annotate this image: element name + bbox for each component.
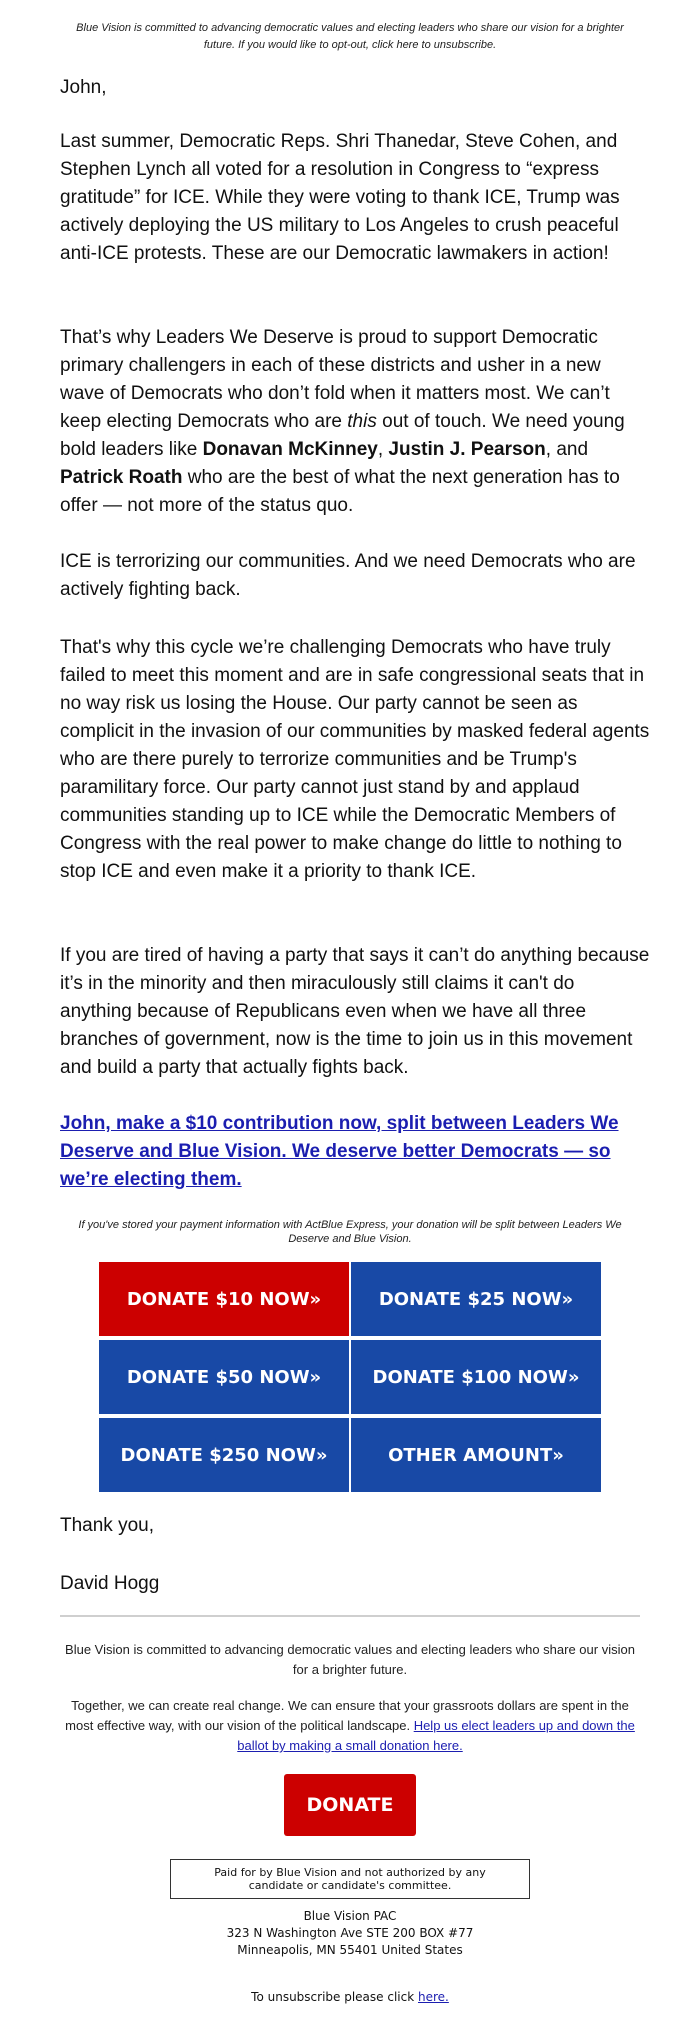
paragraph-4: That's why this cycle we’re challenging Democrats who have truly failed to meet this moment and are in safe congressional seats that in no way risk us losing the House. Our party cannot be seen as complicit in the invasion of our communities by masked federal agents who are there purely to terrorize communities and be Trump's paramilitary force. Our party cannot just stand by and applaud communities standing up to ICE while the Democratic Members of Congress with the real power to make change do little to nothing to stop ICE and even make it a priority to thank ICE. [60,637,650,882]
donate-100-button[interactable]: DONATE $100 NOW» [351,1340,601,1414]
footer-together [60,1696,640,1756]
preheader-text: Blue Vision is committed to advancing democratic values and electing leaders who share our vision for a brighter future. If you would like to opt-out, click here to unsubscribe. [76,22,624,51]
unsubscribe-text: To unsubscribe please click [251,1990,418,2004]
p2-outro: who are the best of what the next generation has to offer — not more of the status quo. [60,467,620,516]
paragraph-2 [60,324,650,520]
address-street: 323 N Washington Ave STE 200 BOX #77 [226,1926,474,1940]
footer-donation-link[interactable]: Help us elect leaders up and down the ballot by making a small donation here. [237,1718,635,1753]
p2-intro: That’s why Leaders We Deserve is proud to support Democratic primary challengers in each of these districts and usher in a new wave of Democrats who don’t fold when it matters most. We can’t keep electing Democrats who are [60,327,610,432]
p2-sep2: , and [545,439,589,460]
paid-for-disclaimer: Paid for by Blue Vision and not authorized by any candidate or candidate's committee. [170,1859,530,1899]
footer-donate-button[interactable]: DONATE [284,1774,416,1836]
donate-25-button[interactable]: DONATE $25 NOW» [351,1262,601,1336]
paragraph-5: If you are tired of having a party that says it can’t do anything because it’s in the minority and then miraculously still claims it can't do anything because of Republicans even when we have all three branches of government, now is the time to join us in this movement and build a party that actually fights back. [60,945,650,1078]
footer-mission: Blue Vision is committed to advancing democratic values and electing leaders who share our vision for a brighter future. [65,1642,635,1677]
p2-mid: out of touch. We need young bold leaders like [60,411,625,460]
donate-50-button[interactable]: DONATE $50 NOW» [99,1340,349,1414]
footer-divider [60,1615,640,1617]
signer-name: David Hogg [60,1573,160,1594]
closing-text: Thank you, [60,1515,154,1536]
p2-emphasis: this [347,411,377,432]
unsubscribe-link[interactable]: here. [417,1990,449,2004]
cta-paragraph [60,1110,650,1194]
unsubscribe-line [60,1990,640,2004]
paragraph-3: ICE is terrorizing our communities. And we need Democrats who are actively fighting back. [60,551,636,600]
p2-sep1: , [377,439,389,460]
address-city: Minneapolis, MN 55401 United States [237,1943,463,1957]
greeting: John, [60,77,107,98]
candidate-name-3: Patrick Roath [60,467,183,488]
contribution-link[interactable]: John, make a $10 contribution now, split between Leaders We Deserve and Blue Vision. We deserve better Democrats — so we’re electing them. [60,1113,619,1190]
candidate-name-1: Donavan McKinney [202,439,378,460]
donate-250-button[interactable]: DONATE $250 NOW» [99,1418,349,1492]
address-org: Blue Vision PAC [303,1909,397,1923]
paragraph-1: Last summer, Democratic Reps. Shri Thanedar, Steve Cohen, and Stephen Lynch all voted for a resolution in Congress to “express gratitude” for ICE. While they were voting to thank ICE, Trump was actively deploying the US military to Los Angeles to crush peaceful anti-ICE protests. These are our Democratic lawmakers in action! [60,131,620,264]
donate-button-grid [99,1262,601,1492]
other-amount-button[interactable]: OTHER AMOUNT» [351,1418,601,1492]
candidate-name-2: Justin J. Pearson [388,439,546,460]
actblue-express-note: If you've stored your payment information with ActBlue Express, your donation will be split between Leaders We Deserve and Blue Vision. [78,1219,622,1245]
donate-10-button[interactable]: DONATE $10 NOW» [99,1262,349,1336]
mailing-address [60,1908,640,1959]
footer-together-text: Together, we can create real change. We can ensure that your grassroots dollars are spent in the most effective way, with our vision of the political landscape. [65,1698,629,1733]
